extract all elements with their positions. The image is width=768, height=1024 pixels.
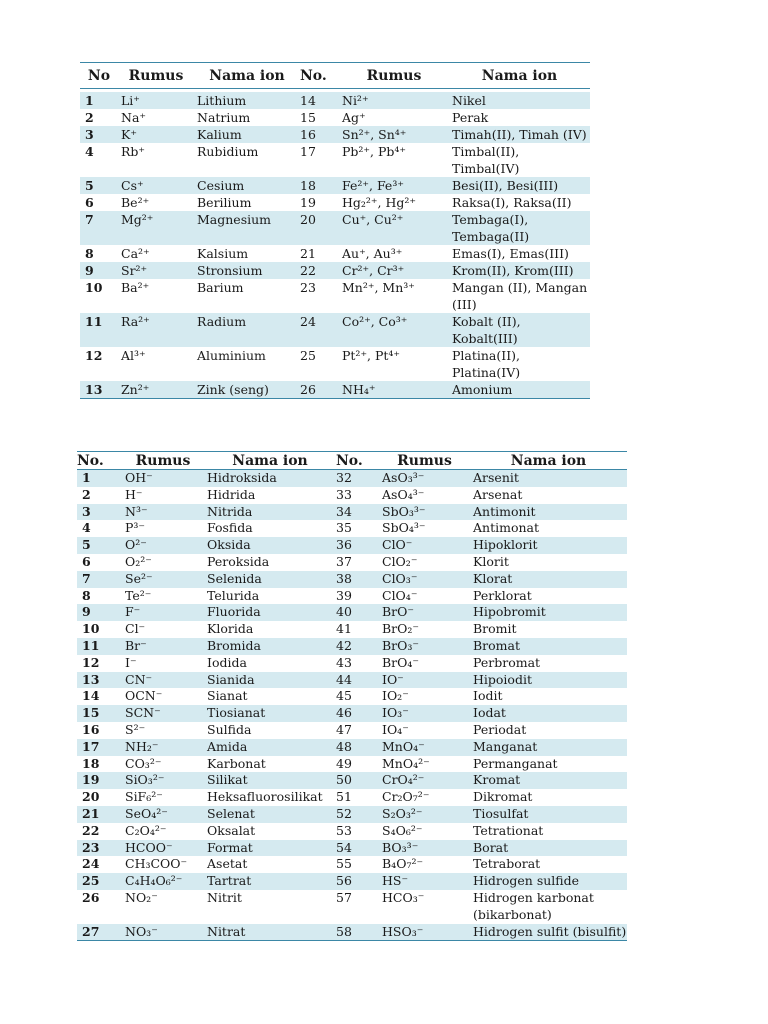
row-no-2: 47 <box>336 721 352 737</box>
row-no: 1 <box>77 470 122 487</box>
row-nama-ion-2: Dikromat <box>473 789 533 805</box>
row-rumus: SeO₄²⁻ <box>122 806 204 823</box>
row-no-2: 24 <box>300 313 339 347</box>
row-no-2: 51 <box>336 789 352 805</box>
header-rumus: Rumus <box>118 63 194 89</box>
table-row <box>77 856 627 873</box>
row-no: 12 <box>82 654 100 670</box>
row-no: 7 <box>77 571 122 588</box>
row-no-2: 33 <box>336 486 352 502</box>
row-no: 17 <box>77 739 122 756</box>
table-row <box>77 672 627 689</box>
row-rumus-2: BrO₃⁻ <box>379 638 470 655</box>
row-nama-ion-2: Emas(I), Emas(III) <box>452 246 569 261</box>
row-nama-ion: Oksida <box>204 537 336 554</box>
row-rumus-2: ClO⁻ <box>379 537 470 554</box>
row-no-2: 44 <box>336 672 379 689</box>
row-no: 13 <box>80 381 118 399</box>
row-no: 8 <box>82 587 91 603</box>
row-no: 18 <box>82 755 100 771</box>
row-nama-ion-2: Bromat <box>470 638 627 655</box>
row-rumus-2: B₄O₇²⁻ <box>382 856 424 872</box>
table-row <box>77 840 627 857</box>
row-no-2: 49 <box>336 755 352 771</box>
row-no-2: 22 <box>300 262 339 279</box>
row-rumus: Rb⁺ <box>121 144 146 159</box>
row-rumus-2: HCO₃⁻ <box>382 889 425 905</box>
row-rumus-2: ClO₄⁻ <box>382 587 418 603</box>
row-rumus: Cs⁺ <box>118 177 194 194</box>
row-no: 16 <box>82 721 100 737</box>
row-rumus: P³⁻ <box>125 520 146 536</box>
row-rumus: F⁻ <box>122 604 204 621</box>
row-nama-ion: Barium <box>197 280 244 295</box>
row-nama-ion-2: Timah(II), Timah (IV) <box>449 126 590 143</box>
row-no-2: 43 <box>336 654 352 670</box>
row-no-2: 53 <box>336 822 352 838</box>
cation-table-body <box>80 89 590 399</box>
row-rumus-2: Cr₂O₇²⁻ <box>382 789 430 805</box>
row-no-2: 52 <box>336 806 379 823</box>
row-nama-ion: Silikat <box>204 772 336 789</box>
row-rumus-2: AsO₃³⁻ <box>379 470 470 487</box>
row-no-2: 34 <box>336 504 379 521</box>
table-row <box>77 588 627 605</box>
row-nama-ion-2: Hidrogen karbonat (bikarbonat) <box>473 889 594 922</box>
row-rumus: N³⁻ <box>122 504 204 521</box>
row-nama-ion: Hidrida <box>207 486 256 502</box>
table-row <box>77 621 627 638</box>
row-rumus-2: AsO₄³⁻ <box>382 486 425 502</box>
row-nama-ion: Bromida <box>204 638 336 655</box>
table-row <box>77 638 627 655</box>
row-no: 3 <box>77 504 122 521</box>
row-no-2: 23 <box>300 280 316 295</box>
row-nama-ion: Berilium <box>197 195 252 210</box>
row-nama-ion: Peroksida <box>207 553 270 569</box>
row-rumus-2: Cr²⁺, Cr³⁺ <box>339 262 449 279</box>
table-row <box>77 756 627 773</box>
row-nama-ion: Magnesium <box>194 211 300 245</box>
header-no-2: No. <box>300 63 339 89</box>
row-rumus: O₂²⁻ <box>125 553 152 569</box>
row-nama-ion: Klorida <box>207 621 254 637</box>
table-row <box>77 487 627 504</box>
row-nama-ion: Iodida <box>207 654 247 670</box>
anion-table-body <box>77 470 627 941</box>
row-nama-ion: Selenida <box>204 571 336 588</box>
row-rumus-2: BrO₄⁻ <box>382 654 420 670</box>
row-nama-ion: Format <box>204 840 336 857</box>
row-nama-ion: Kalsium <box>197 246 249 261</box>
table-row <box>80 381 590 399</box>
row-nama-ion: Stronsium <box>194 262 300 279</box>
header-rumus: Rumus <box>122 452 204 470</box>
table-row <box>80 313 590 347</box>
row-no: 23 <box>77 840 122 857</box>
row-rumus: S²⁻ <box>125 721 146 737</box>
row-nama-ion-2: Platina(II), Platina(IV) <box>452 348 521 380</box>
row-no-2: 20 <box>300 211 339 245</box>
row-nama-ion-2: Kobalt (II), Kobalt(III) <box>449 313 590 347</box>
row-no-2: 16 <box>300 126 339 143</box>
row-no: 14 <box>82 688 100 704</box>
row-rumus: Mg²⁺ <box>118 211 194 245</box>
row-no: 5 <box>80 177 118 194</box>
row-nama-ion-2: Besi(II), Besi(III) <box>449 177 590 194</box>
row-rumus-2: IO₄⁻ <box>382 721 409 737</box>
row-nama-ion-2: Amonium <box>449 381 590 399</box>
row-nama-ion-2: Permanganat <box>473 755 558 771</box>
row-rumus: NO₃⁻ <box>122 924 204 941</box>
row-rumus-2: Fe²⁺, Fe³⁺ <box>339 177 449 194</box>
row-nama-ion-2: Tetraborat <box>473 856 541 872</box>
table-row <box>80 92 590 109</box>
row-no: 25 <box>77 873 122 890</box>
row-rumus-2: Cu⁺, Cu²⁺ <box>339 211 449 245</box>
row-no: 19 <box>77 772 122 789</box>
row-rumus: SiF₆²⁻ <box>125 789 163 805</box>
row-no: 21 <box>77 806 122 823</box>
row-nama-ion: Nitrat <box>204 924 336 941</box>
header-rumus-2: Rumus <box>339 63 449 89</box>
table-row <box>77 890 627 924</box>
table-row <box>77 571 627 588</box>
row-rumus-2: ClO₃⁻ <box>379 571 470 588</box>
row-nama-ion: Tartrat <box>204 873 336 890</box>
row-no-2: 55 <box>336 856 352 872</box>
row-no: 4 <box>82 520 91 536</box>
row-nama-ion-2: Kromat <box>470 772 627 789</box>
table-row <box>77 504 627 521</box>
row-no: 22 <box>82 822 100 838</box>
row-rumus: C₄H₄O₆²⁻ <box>122 873 204 890</box>
row-rumus-2: NH₄⁺ <box>339 381 449 399</box>
row-rumus-2: Hg₂²⁺, Hg²⁺ <box>342 195 416 210</box>
row-no-2: 32 <box>336 470 379 487</box>
row-rumus: Sr²⁺ <box>118 262 194 279</box>
row-nama-ion: Selenat <box>204 806 336 823</box>
row-no: 11 <box>80 313 118 347</box>
row-rumus: Zn²⁺ <box>118 381 194 399</box>
table-row <box>77 537 627 554</box>
row-no: 2 <box>82 486 91 502</box>
row-nama-ion-2: Tembaga(I), Tembaga(II) <box>449 211 590 245</box>
table-row <box>77 604 627 621</box>
row-nama-ion-2: Tetrationat <box>473 822 544 838</box>
row-rumus-2: BrO₂⁻ <box>382 621 420 637</box>
row-no-2: 45 <box>336 688 352 704</box>
row-no-2: 38 <box>336 571 379 588</box>
row-rumus-2: S₄O₆²⁻ <box>382 822 423 838</box>
table-row <box>77 739 627 756</box>
table-row <box>77 655 627 672</box>
table-row <box>77 873 627 890</box>
row-no-2: 56 <box>336 873 379 890</box>
table-row <box>77 520 627 537</box>
row-nama-ion: Natrium <box>197 110 251 125</box>
row-rumus: Be²⁺ <box>121 195 150 210</box>
row-nama-ion-2: Hidrogen sulfide <box>470 873 627 890</box>
row-nama-ion: Nitrit <box>207 889 242 905</box>
row-no-2: 36 <box>336 537 379 554</box>
header-nama-ion: Nama ion <box>204 452 336 470</box>
table-row <box>77 705 627 722</box>
row-nama-ion-2: Manganat <box>470 739 627 756</box>
row-no: 27 <box>77 924 122 941</box>
row-rumus-2: Co²⁺, Co³⁺ <box>339 313 449 347</box>
row-rumus: I⁻ <box>125 654 137 670</box>
row-nama-ion: Tiosianat <box>204 705 336 722</box>
row-rumus: Al³⁺ <box>121 348 146 363</box>
row-nama-ion: Telurida <box>207 587 260 603</box>
row-no-2: 17 <box>300 144 316 159</box>
row-nama-ion: Heksafluorosilikat <box>207 789 323 805</box>
row-nama-ion: Aluminium <box>197 348 266 363</box>
row-no: 5 <box>77 537 122 554</box>
row-rumus: NO₂⁻ <box>125 889 158 905</box>
row-no: 2 <box>85 110 94 125</box>
row-nama-ion: Sianida <box>204 672 336 689</box>
header-nama-ion-2: Nama ion <box>449 63 590 89</box>
header-no-2: No. <box>336 452 379 470</box>
table-row <box>80 109 590 126</box>
header-nama-ion: Nama ion <box>194 63 300 89</box>
row-rumus: CN⁻ <box>122 672 204 689</box>
row-no: 24 <box>82 856 100 872</box>
row-no-2: 26 <box>300 381 339 399</box>
table-header-row <box>77 452 627 470</box>
row-rumus: HCOO⁻ <box>122 840 204 857</box>
row-rumus-2: SbO₄³⁻ <box>382 520 426 536</box>
row-nama-ion-2: Borat <box>470 840 627 857</box>
row-rumus: Ra²⁺ <box>118 313 194 347</box>
row-nama-ion-2: Klorat <box>470 571 627 588</box>
row-no-2: 37 <box>336 553 352 569</box>
row-no-2: 18 <box>300 177 339 194</box>
table-header-row <box>80 63 590 89</box>
row-nama-ion: Fluorida <box>204 604 336 621</box>
row-rumus: K⁺ <box>118 126 194 143</box>
row-no: 15 <box>77 705 122 722</box>
row-nama-ion-2: Krom(II), Krom(III) <box>449 262 590 279</box>
row-rumus-2: Ag⁺ <box>342 110 366 125</box>
table-row <box>77 806 627 823</box>
row-no: 10 <box>85 280 103 295</box>
row-nama-ion-2: Hidrogen sulfit (bisulfit) <box>470 924 627 941</box>
row-no-2: 39 <box>336 587 352 603</box>
row-no: 4 <box>85 144 94 159</box>
row-rumus-2: IO⁻ <box>379 672 470 689</box>
row-rumus-2: Sn²⁺, Sn⁴⁺ <box>339 126 449 143</box>
row-nama-ion-2: Antimonat <box>473 520 540 536</box>
row-rumus-2: Pt²⁺, Pt⁴⁺ <box>342 348 401 363</box>
row-nama-ion: Lithium <box>194 92 300 109</box>
row-no: 26 <box>82 889 100 905</box>
row-nama-ion-2: Hipoiodit <box>470 672 627 689</box>
row-rumus: Se²⁻ <box>122 571 204 588</box>
row-nama-ion-2: Arsenit <box>470 470 627 487</box>
table-row <box>80 143 590 177</box>
row-nama-ion-2: Perklorat <box>473 587 532 603</box>
row-no-2: 48 <box>336 739 379 756</box>
row-no: 9 <box>80 262 118 279</box>
row-no: 7 <box>80 211 118 245</box>
row-rumus: Li⁺ <box>118 92 194 109</box>
row-rumus: Cl⁻ <box>125 621 146 637</box>
row-rumus: O²⁻ <box>122 537 204 554</box>
row-nama-ion-2: Tiosulfat <box>470 806 627 823</box>
row-rumus-2: IO₂⁻ <box>382 688 409 704</box>
row-no-2: 15 <box>300 110 316 125</box>
row-rumus: C₂O₄²⁻ <box>125 822 167 838</box>
row-rumus: OH⁻ <box>122 470 204 487</box>
row-no-2: 40 <box>336 604 379 621</box>
row-nama-ion-2: Periodat <box>473 721 527 737</box>
row-nama-ion-2: Hipoklorit <box>470 537 627 554</box>
row-rumus: CH₃COO⁻ <box>125 856 188 872</box>
row-no-2: 50 <box>336 772 379 789</box>
row-nama-ion: Kalium <box>194 126 300 143</box>
table-row <box>77 924 627 941</box>
header-nama-ion-2: Nama ion <box>470 452 627 470</box>
row-nama-ion: Radium <box>194 313 300 347</box>
table-row <box>77 688 627 705</box>
row-rumus-2: SbO₃³⁻ <box>379 504 470 521</box>
row-rumus: Br⁻ <box>122 638 204 655</box>
table-row <box>80 177 590 194</box>
row-nama-ion-2: Iodat <box>470 705 627 722</box>
table-row <box>80 347 590 381</box>
table-row <box>80 245 590 262</box>
row-nama-ion-2: Perbromat <box>473 654 541 670</box>
row-nama-ion: Amida <box>204 739 336 756</box>
row-nama-ion: Cesium <box>194 177 300 194</box>
row-nama-ion: Oksalat <box>207 822 256 838</box>
row-no: 11 <box>77 638 122 655</box>
row-nama-ion: Asetat <box>207 856 248 872</box>
row-no-2: 42 <box>336 638 379 655</box>
row-no-2: 46 <box>336 705 379 722</box>
row-rumus: SiO₃²⁻ <box>122 772 204 789</box>
row-nama-ion: Sulfida <box>207 721 252 737</box>
header-rumus-2: Rumus <box>379 452 470 470</box>
row-rumus-2: HSO₃⁻ <box>379 924 470 941</box>
row-nama-ion-2: Mangan (II), Mangan (III) <box>452 280 588 312</box>
row-nama-ion: Zink (seng) <box>194 381 300 399</box>
row-rumus-2: Au⁺, Au³⁺ <box>342 246 403 261</box>
row-rumus: Ba²⁺ <box>121 280 150 295</box>
row-nama-ion-2: Hipobromit <box>470 604 627 621</box>
row-no-2: 57 <box>336 889 352 905</box>
row-no: 12 <box>85 348 103 363</box>
row-no-2: 25 <box>300 348 316 363</box>
row-no-2: 58 <box>336 924 379 941</box>
row-no-2: 35 <box>336 520 352 536</box>
table-row <box>77 554 627 571</box>
row-no-2: 41 <box>336 621 352 637</box>
row-rumus-2: S₂O₃²⁻ <box>379 806 470 823</box>
row-nama-ion-2: Perak <box>452 110 489 125</box>
row-nama-ion-2: Antimonit <box>470 504 627 521</box>
row-nama-ion-2: Timbal(II), Timbal(IV) <box>452 144 520 176</box>
row-nama-ion: Rubidium <box>197 144 259 159</box>
row-nama-ion-2: Raksa(I), Raksa(II) <box>452 195 572 210</box>
table-row <box>77 470 627 487</box>
row-nama-ion: Sianat <box>207 688 248 704</box>
row-nama-ion: Hidroksida <box>204 470 336 487</box>
table-row <box>80 279 590 313</box>
row-no-2: 54 <box>336 840 379 857</box>
row-rumus: CO₃²⁻ <box>125 755 162 771</box>
table-row <box>80 262 590 279</box>
row-no: 3 <box>80 126 118 143</box>
row-rumus: SCN⁻ <box>122 705 204 722</box>
row-no: 13 <box>77 672 122 689</box>
row-rumus-2: Ni²⁺ <box>339 92 449 109</box>
row-rumus: Ca²⁺ <box>121 246 150 261</box>
row-no: 8 <box>85 246 94 261</box>
table-row <box>77 789 627 806</box>
header-no: No <box>80 63 118 89</box>
row-no-2: 19 <box>300 195 316 210</box>
row-rumus: OCN⁻ <box>125 688 163 704</box>
row-nama-ion-2: Klorit <box>473 553 509 569</box>
row-rumus-2: MnO₄²⁻ <box>382 755 430 771</box>
table-row <box>77 823 627 840</box>
row-rumus-2: ClO₂⁻ <box>382 553 418 569</box>
row-rumus-2: BrO⁻ <box>379 604 470 621</box>
row-nama-ion-2: Nikel <box>449 92 590 109</box>
row-nama-ion-2: Iodit <box>473 688 503 704</box>
table-row <box>80 194 590 211</box>
row-rumus-2: CrO₄²⁻ <box>379 772 470 789</box>
row-nama-ion: Karbonat <box>207 755 266 771</box>
row-no: 1 <box>80 92 118 109</box>
row-rumus: H⁻ <box>125 486 143 502</box>
row-rumus-2: Pb²⁺, Pb⁴⁺ <box>342 144 406 159</box>
table-row <box>77 772 627 789</box>
table-row <box>80 211 590 245</box>
row-no: 20 <box>82 789 100 805</box>
row-rumus-2: Mn²⁺, Mn³⁺ <box>342 280 415 295</box>
row-rumus: Na⁺ <box>121 110 146 125</box>
row-rumus-2: IO₃⁻ <box>379 705 470 722</box>
row-no-2: 14 <box>300 92 339 109</box>
row-rumus: Te²⁻ <box>125 587 152 603</box>
row-no: 6 <box>85 195 94 210</box>
table-row <box>77 722 627 739</box>
header-no: No. <box>77 452 122 470</box>
row-nama-ion: Fosfida <box>207 520 253 536</box>
row-no: 10 <box>82 621 100 637</box>
row-nama-ion-2: Bromit <box>473 621 517 637</box>
row-rumus: NH₂⁻ <box>122 739 204 756</box>
row-no: 9 <box>77 604 122 621</box>
row-nama-ion-2: Arsenat <box>473 486 523 502</box>
row-nama-ion: Nitrida <box>204 504 336 521</box>
table-row <box>80 126 590 143</box>
row-rumus-2: HS⁻ <box>379 873 470 890</box>
row-no-2: 21 <box>300 246 316 261</box>
row-rumus-2: BO₃³⁻ <box>379 840 470 857</box>
cation-table <box>80 62 590 399</box>
row-no: 6 <box>82 553 91 569</box>
row-rumus-2: MnO₄⁻ <box>379 739 470 756</box>
anion-table <box>77 451 627 941</box>
